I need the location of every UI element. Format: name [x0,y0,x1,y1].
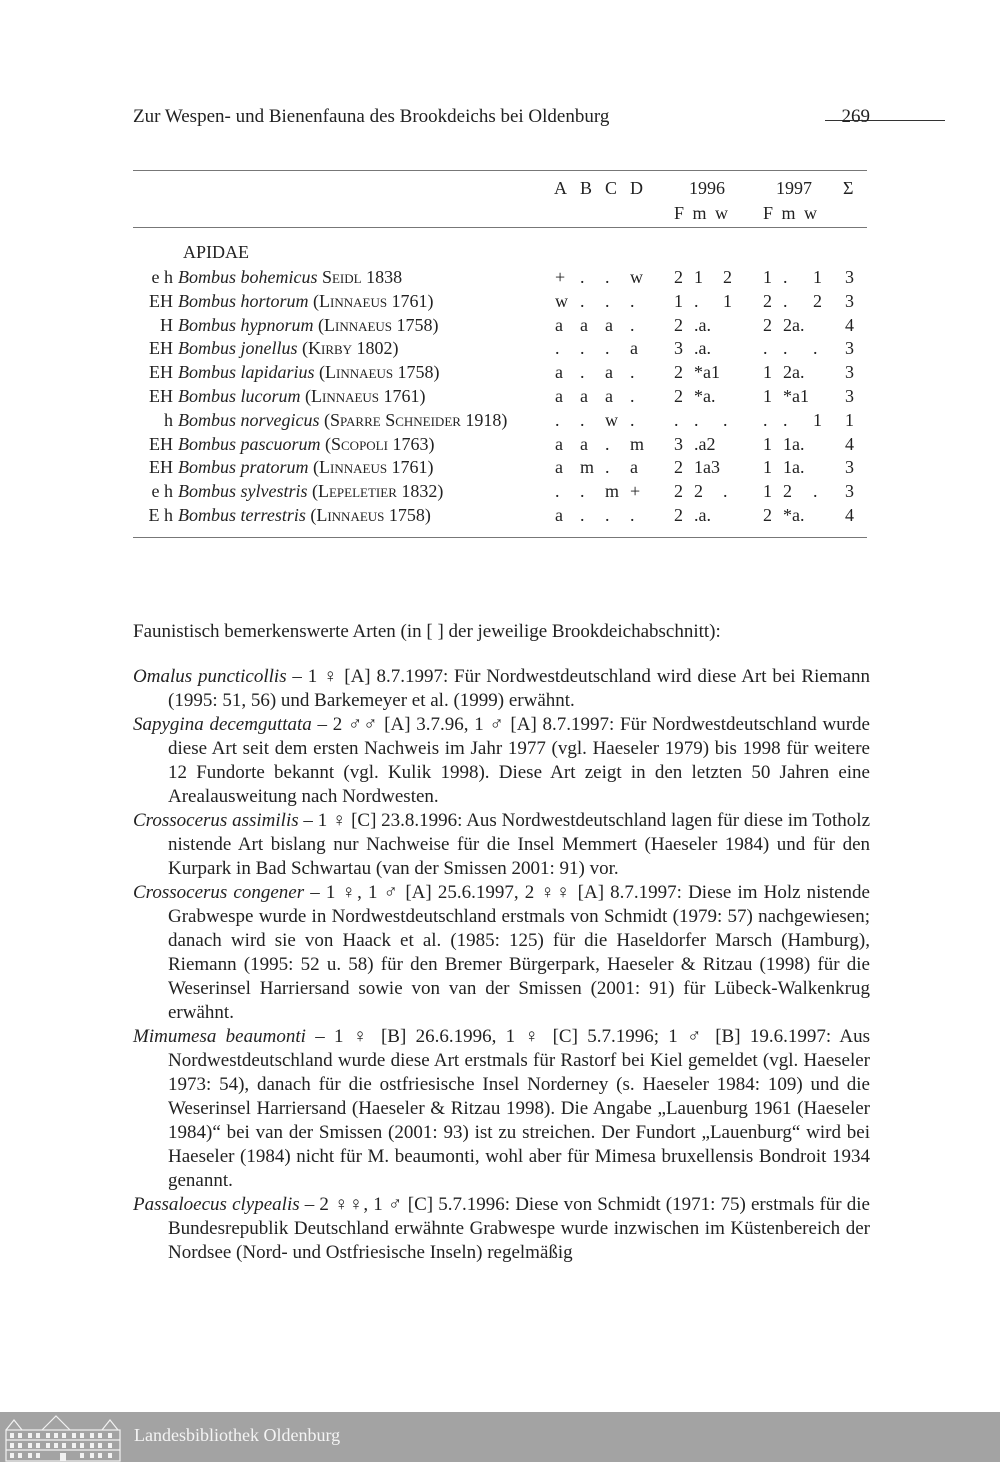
cell-d: . [630,290,635,311]
cell-a: a [555,505,563,525]
cell-1997-f: 1 [763,362,772,383]
cell-1997-mw: 1a. [783,433,805,454]
cell-c: m [605,481,620,502]
col-header-sum: Σ [843,178,854,198]
cell-1996-f: 3 [674,338,683,359]
cell-sum: 3 [845,386,854,406]
cell-1997-f: 2 [763,314,772,335]
cell-1996-mw: . [694,290,699,311]
species-note [133,665,870,713]
species-author: (Linnaeus 1758) [319,362,440,383]
cell-1996-f: 2 [674,314,683,335]
cell-1997-f: 2 [763,505,772,525]
cell-b: a [580,433,588,454]
cell-1996-f: 2 [674,457,683,478]
species-note-text: – 1 ♀ [A] 8.7.1997: Für Nordwestdeutschland wird diese Art bei Riemann (1995: 51, 56) und Barkemeyer et al. (1999) erwähnt. [168,666,870,711]
cell-b: . [580,290,585,311]
cell-1996-w: 1 [723,290,732,311]
cell-1996-mw: *a1 [694,362,720,383]
species-note-text: – 2 ♀♀, 1 ♂ [C] 5.7.1996: Diese von Schmidt (1971: 75) erstmals für die Bundesrepublik Deutschland erwähnte Grabwespe wurde inzwischen im Küstenbereich der Nordsee (Nord- und Ostfriesische Inseln) regelmäßig [168,1194,870,1263]
species-author: (Kirby 1802) [302,338,399,359]
cell-1996-f: 2 [674,362,683,383]
species-note [133,1025,870,1193]
cell-c: . [605,290,610,311]
species-name [178,504,431,526]
cell-a: a [555,386,563,406]
species-author: (Lepeletier 1832) [312,481,444,502]
cell-1996-mw: .a2 [694,433,716,454]
species-author: (Linnaeus 1761) [313,457,434,478]
cell-1996-w: . [723,481,728,502]
species-name [178,385,426,407]
status-code: e h [151,267,173,287]
cell-1996-mw: .a. [694,338,711,359]
cell-d: . [630,362,635,383]
status-code: EH [149,386,173,406]
species-note [133,809,870,881]
status-code: EH [149,290,173,311]
cell-d: w [630,267,643,287]
cell-1996-mw: 1 [694,267,703,287]
species-author: (Linnaeus 1758) [318,314,439,335]
cell-c: . [605,338,610,359]
cell-d: a [630,457,638,478]
cell-1996-mw: 2 [694,481,703,502]
section-intro: Faunistisch bemerkenswerte Arten (in [ ] der jeweilige Brookdeichabschnitt): [133,621,721,642]
cell-1996-f: 2 [674,267,683,287]
species-name: Omalus puncticollis [133,666,287,687]
species-note-text: – 2 ♂♂ [A] 3.7.96, 1 ♂ [A] 8.7.1997: Für Nordwestdeutschland wurde diese Art seit dem ersten Nachweis im Jahr 1977 (vgl. Haeseler 1979) bis 1998 für weitere 12 Fundorte bekannt (vgl. Kulik 1998). Diese Art zeigt in den letzten 50 Jahren eine Arealausweitung nach Nordwesten. [168,714,870,807]
cell-b: . [580,481,585,502]
species-name [178,456,434,478]
species-name [178,314,439,336]
cell-1997-mw: . [783,338,788,359]
species-note [133,713,870,809]
page-number: 269 [841,106,870,127]
cell-a: a [555,433,563,454]
cell-sum: 3 [845,481,854,502]
cell-c: . [605,433,610,454]
species-note-text: – 1 ♀ [C] 23.8.1996: Aus Nordwestdeutschland lagen für diese im Totholz nistende Art bislang nur Nachweise für die Insel Memmert (Haeseler 1984) und für den Kurpark in Bad Schwartau (van der Smissen 2001: 91) vor. [168,810,871,879]
cell-1996-f: 2 [674,505,683,525]
cell-1997-f: 1 [763,481,772,502]
col-subheader-1997: F m w [763,203,818,223]
species-binomial: Bombus lucorum [178,386,301,406]
cell-1996-f: 1 [674,290,683,311]
col-header-c: C [605,178,618,198]
species-name [178,361,440,383]
running-header [133,106,870,134]
running-title: Zur Wespen- und Bienenfauna des Brookdeichs bei Oldenburg [133,106,610,127]
cell-sum: 3 [845,267,854,287]
cell-sum: 3 [845,290,854,311]
cell-b: a [580,314,588,335]
species-note-text: – 1 ♀ [B] 26.6.1996, 1 ♀ [C] 5.7.1996; 1 ♂ [B] 19.6.1997: Aus Nordwestdeutschland wurde diese Art erstmals für Rastorf bei Kiel gemeldet (vgl. Haeseler 1973: 54), danach für die ostfriesische Insel Norderney (s. Haeseler 1984: 109) und die Weserinsel Harriersand (Haeseler & Ritzau 1998). Die Angabe „Lauenburg 1961 (Haeseler 1984)“ bei van der Smissen (2001: 93) ist zu streichen. Der Fundort „Lauenburg“ wird bei Haeseler (1984) nicht für M. beaumonti, wohl aber für Mimesa bruxellensis Bondroit 1934 genannt. [168,1026,871,1191]
family-heading: APIDAE [183,242,249,262]
cell-c: . [605,457,610,478]
cell-1997-w: . [813,481,818,502]
cell-d: + [630,481,641,502]
cell-1996-w: 2 [723,267,732,287]
cell-1997-mw: *a1 [783,386,809,406]
cell-c: a [605,362,613,383]
cell-1996-f: 3 [674,433,683,454]
species-name [178,337,399,359]
species-binomial: Bombus lapidarius [178,362,315,383]
species-binomial: Bombus jonellus [178,338,298,359]
species-note [133,1193,870,1265]
cell-1997-f: 1 [763,433,772,454]
species-binomial: Bombus terrestris [178,505,306,525]
library-building-icon [4,1414,122,1462]
cell-c: a [605,386,613,406]
col-header-d: D [630,178,643,198]
cell-d: m [630,433,645,454]
cell-1997-mw: . [783,409,788,430]
species-name: Passaloecus clypealis [133,1194,300,1215]
status-code: EH [149,433,173,454]
cell-1997-mw: . [783,290,788,311]
cell-1996-mw: . [694,409,699,430]
cell-1997-f: . [763,409,768,430]
species-binomial: Bombus pratorum [178,457,309,478]
cell-1996-f: . [674,409,679,430]
col-subheader-1996: F m w [674,203,729,223]
col-header-b: B [580,178,593,198]
cell-1997-f: 1 [763,267,772,287]
cell-1997-f: 2 [763,290,772,311]
species-name: Crossocerus congener [133,882,305,903]
cell-b: . [580,362,585,383]
cell-b: . [580,267,585,287]
species-name [178,266,402,288]
species-binomial: Bombus hypnorum [178,314,314,335]
cell-a: a [555,457,563,478]
cell-sum: 4 [845,505,854,525]
cell-sum: 3 [845,457,854,478]
cell-d: . [630,409,635,430]
cell-sum: 1 [845,409,854,430]
species-author: (Scopoli 1763) [325,433,435,454]
col-header-a: A [554,178,567,198]
cell-sum: 3 [845,362,854,383]
status-code: e h [151,481,173,502]
cell-1996-mw: .a. [694,505,711,525]
cell-1997-mw: *a. [783,505,805,525]
col-header-1996: 1996 [689,178,725,198]
cell-1997-w: 1 [813,267,822,287]
species-name: Sapygina decemguttata [133,714,312,735]
cell-c: . [605,267,610,287]
status-code: EH [149,362,173,383]
species-name [178,480,443,502]
cell-d: a [630,338,638,359]
cell-1996-f: 2 [674,481,683,502]
cell-a: + [555,267,566,287]
species-author: (Linnaeus 1761) [313,290,434,311]
species-binomial: Bombus bohemicus [178,267,318,287]
table-bottom-rule [133,537,867,538]
cell-c: a [605,314,613,335]
species-binomial: Bombus hortorum [178,290,309,311]
cell-1997-w: 2 [813,290,822,311]
cell-b: . [580,505,585,525]
species-binomial: Bombus pascuorum [178,433,321,454]
species-name [178,290,434,312]
library-name: Landesbibliothek Oldenburg [134,1425,341,1445]
cell-1997-mw: . [783,267,788,287]
species-binomial: Bombus sylvestris [178,481,308,502]
cell-d: . [630,386,635,406]
species-name: Mimumesa beaumonti [133,1026,306,1047]
body-text [133,620,870,1265]
cell-a: a [555,362,563,383]
cell-c: . [605,505,610,525]
table-header-rule [133,227,867,228]
library-footer [0,1412,1000,1462]
cell-b: . [580,409,585,430]
status-code: H [160,314,173,335]
cell-1997-mw: 2 [783,481,792,502]
status-code: EH [149,338,173,359]
species-binomial: Bombus norvegicus [178,409,320,430]
cell-b: a [580,386,588,406]
cell-b: . [580,338,585,359]
cell-b: m [580,457,595,478]
cell-1996-f: 2 [674,386,683,406]
species-note-text: – 1 ♀, 1 ♂ [A] 25.6.1997, 2 ♀♀ [A] 8.7.1997: Diese im Holz nistende Grabwespe wurde in Nordwestdeutschland erstmals von Schmidt (1979: 57) nachgewiesen; danach wird sie von Haack et al. (1985: 125) für die Haseldorfer Marsch (Hamburg), Riemann (1995: 52 u. 58) für den Bremer Bürgerpark, Haeseler & Ritzau (1998) für die Weserinsel Harriersand sowie von van der Smissen (2001: 91) für Lübeck-Walkenkrug erwähnt. [168,882,870,1023]
cell-1997-w: . [813,338,818,359]
cell-1996-mw: .a. [694,314,711,335]
species-author: (Linnaeus 1758) [310,505,431,525]
species-note [133,881,870,1025]
cell-1996-mw: 1a3 [694,457,720,478]
species-author: (Sparre Schneider 1918) [323,409,508,430]
species-name [178,433,434,455]
cell-1997-mw: 2a. [783,314,805,335]
cell-1997-mw: 2a. [783,362,805,383]
table-top-rule [133,170,867,171]
cell-a: . [555,481,560,502]
species-name: Crossocerus assimilis [133,810,299,831]
cell-1997-f: . [763,338,768,359]
cell-sum: 4 [845,433,854,454]
cell-c: w [605,409,618,430]
cell-sum: 4 [845,314,854,335]
species-author: Seidl 1838 [321,267,403,287]
species-author: (Linnaeus 1761) [305,386,426,406]
species-name [178,409,507,431]
col-header-1997: 1997 [776,178,812,198]
cell-1997-mw: 1a. [783,457,805,478]
cell-d: . [630,314,635,335]
cell-1997-f: 1 [763,457,772,478]
cell-a: w [555,290,568,311]
cell-d: . [630,505,635,525]
status-code: E h [148,505,173,525]
status-code: EH [149,457,173,478]
cell-1997-f: 1 [763,386,772,406]
cell-a: a [555,314,563,335]
status-code: h [164,409,173,430]
cell-a: . [555,409,560,430]
cell-a: . [555,338,560,359]
cell-1997-w: 1 [813,409,822,430]
cell-1996-mw: *a. [694,386,716,406]
cell-sum: 3 [845,338,854,359]
cell-1996-w: . [723,409,728,430]
